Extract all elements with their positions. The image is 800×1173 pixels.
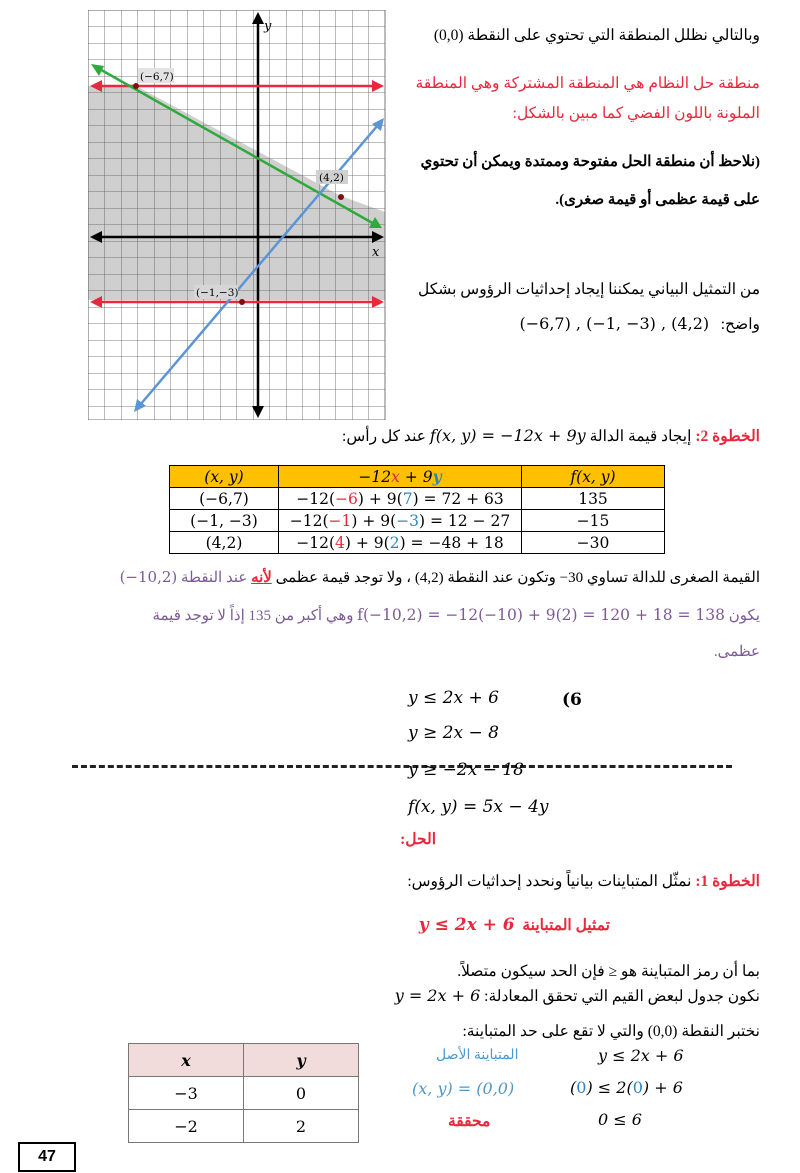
table-header: −12x + 9y <box>279 466 522 488</box>
table-row <box>170 532 665 554</box>
table-row <box>170 510 665 532</box>
text: وهي أكبر من 135 إذاً لا توجد قيمة <box>152 608 354 624</box>
substitution: (0) ≤ 2(0) + 6 <box>570 1078 683 1097</box>
conclusion-line <box>120 568 760 587</box>
table-cell: −12(−6) + 9(7) = 72 + 63 <box>279 488 522 510</box>
table-header: (x, y) <box>170 466 279 488</box>
vertex-point <box>133 83 139 89</box>
table-header: x <box>129 1044 244 1077</box>
table-row <box>129 1110 359 1143</box>
table-cell: 2 <box>244 1110 359 1143</box>
text-line <box>395 986 760 1006</box>
inequality: y ≤ 2x + 6 <box>418 915 515 935</box>
equation: y = 2x + 6 <box>394 986 481 1005</box>
table-cell: −12(4) + 9(2) = −48 + 18 <box>279 532 522 554</box>
table-header: f(x, y) <box>522 466 665 488</box>
point-label: (x, y) = (0,0) <box>412 1079 515 1098</box>
point: (−10,2) <box>119 568 178 586</box>
vertex-label: (4,2) <box>319 172 344 184</box>
y-axis-label: y <box>264 19 272 34</box>
label: المتباينة الأصل <box>436 1048 519 1063</box>
vertices-list: (−6,7) , (−1, −3) , (4,2) <box>519 314 710 333</box>
table-cell: −15 <box>522 510 665 532</box>
text-line: على قيمة عظمى أو قيمة صغرى). <box>555 192 760 208</box>
text-line: بما أن رمز المتباينة هو ≤ فإن الحد سيكون متصلاً. <box>457 963 760 980</box>
function: f(x, y) = −12x + 9y <box>429 426 586 445</box>
text: واضح: <box>720 316 760 333</box>
text: القيمة الصغرى للدالة تساوي 30− وتكون عند النقطة (4,2) ، ولا توجد قيمة عظمى <box>275 570 760 586</box>
text: عند كل رأس: <box>342 428 426 445</box>
text: إيجاد قيمة الدالة <box>589 428 692 445</box>
table-header: y <box>244 1044 359 1077</box>
step-label: الخطوة 1: <box>695 873 760 890</box>
text-line: منطقة حل النظام هي المنطقة المشتركة وهي المنطقة <box>415 75 760 92</box>
text: تمثيل المتباينة <box>522 917 610 934</box>
vertex-point <box>338 194 344 200</box>
table-cell: −30 <box>522 532 665 554</box>
text-line: من التمثيل البياني يمكننا إيجاد إحداثيات الرؤوس بشكل <box>417 281 760 298</box>
problem-number: (6 <box>562 690 582 710</box>
divider <box>72 765 732 768</box>
solution-label: الحل: <box>400 831 436 848</box>
vertex-label: (−6,7) <box>140 71 174 83</box>
vertices-line <box>520 314 761 334</box>
vertex-values-table <box>169 465 665 554</box>
table-cell: (−1, −3) <box>170 510 279 532</box>
vertex-point <box>239 299 245 305</box>
result-label: محققة <box>448 1113 491 1130</box>
page-number: 47 <box>18 1142 76 1172</box>
objective-function: f(x, y) = 5x − 4y <box>408 797 549 817</box>
table-cell: 135 <box>522 488 665 510</box>
step1-line <box>407 872 760 891</box>
step-label: الخطوة 2: <box>695 428 760 445</box>
inequality: y ≥ −2x − 18 <box>408 760 524 780</box>
table-cell: −12(−1) + 9(−3) = 12 − 27 <box>279 510 522 532</box>
text: عند النقطة <box>181 570 248 586</box>
table-cell: 0 <box>244 1077 359 1110</box>
inequality: y ≤ 2x + 6 <box>598 1046 684 1065</box>
text-line: الملونة باللون الفضي كما مبين بالشكل: <box>512 105 760 122</box>
subheading <box>419 915 610 935</box>
conclusion-line <box>152 606 760 625</box>
text: نكون جدول لبعض القيم التي تحقق المعادلة: <box>484 988 760 1005</box>
emphasis: لأنه <box>251 570 272 586</box>
inequality: y ≥ 2x − 8 <box>408 723 499 743</box>
equation: f(−10,2) = −12(−10) + 9(2) = 120 + 18 = 138 <box>357 606 726 624</box>
text-line: (نلاحظ أن منطقة الحل مفتوحة وممتدة ويمكن أن تحتوي <box>420 154 760 170</box>
values-table <box>128 1043 359 1143</box>
table-cell: −2 <box>129 1110 244 1143</box>
table-cell: (4,2) <box>170 532 279 554</box>
inequality: y ≤ 2x + 6 <box>408 688 499 708</box>
grid <box>88 10 385 420</box>
table-row <box>170 488 665 510</box>
text: يكون <box>728 608 760 624</box>
conclusion-line: عظمى. <box>713 644 760 660</box>
step2-line <box>342 426 760 446</box>
text-line: وبالتالي نظلل المنطقة التي تحتوي على النقطة (0,0) <box>433 27 760 44</box>
x-axis-label: x <box>372 245 380 260</box>
inequality-graph <box>88 10 388 420</box>
result: 0 ≤ 6 <box>598 1110 642 1129</box>
table-cell: (−6,7) <box>170 488 279 510</box>
table-row <box>129 1077 359 1110</box>
text: نمثّل المتباينات بيانياً ونحدد إحداثيات الرؤوس: <box>407 873 692 890</box>
table-cell: −3 <box>129 1077 244 1110</box>
vertex-label: (−1,−3) <box>196 287 239 299</box>
text-line: نختبر النقطة (0,0) والتي لا تقع على حد المتباينة: <box>462 1023 760 1040</box>
